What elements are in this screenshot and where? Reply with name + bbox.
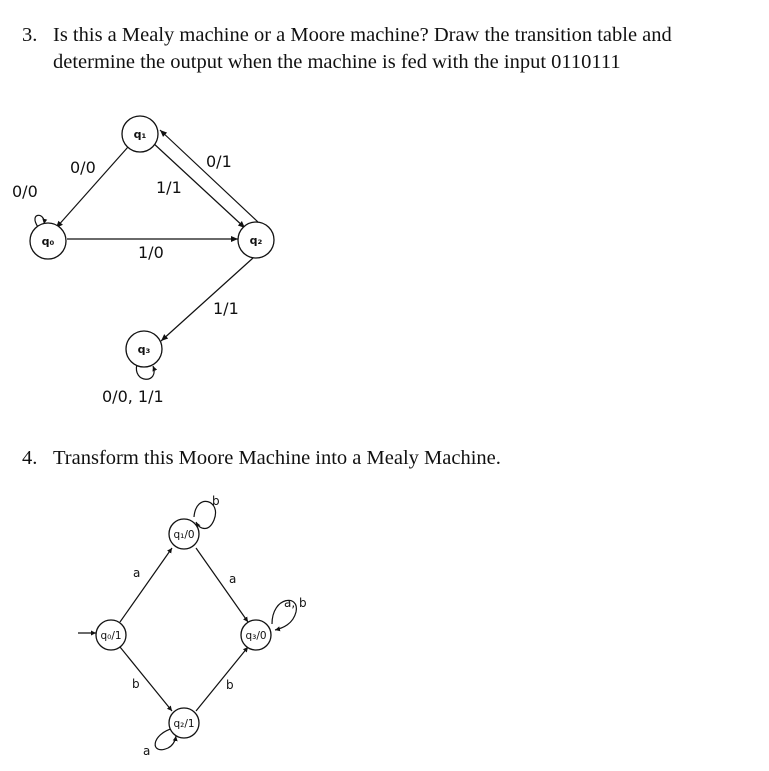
- q4-label-q2-loop: a: [143, 744, 151, 758]
- q3-label-q0-q2: 1/0: [138, 243, 164, 262]
- q3-state-q0-label: q₀: [41, 235, 55, 248]
- q3-label-q0-loop: 0/0: [12, 182, 38, 201]
- q4-title: Transform this Moore Machine into a Mealy Machine.: [53, 447, 501, 469]
- q4-label-q1-q3: a: [229, 572, 237, 586]
- q4-state-q1: [169, 519, 199, 549]
- q4-label-q0-q2: b: [132, 677, 140, 691]
- q4-state-q3: [241, 620, 271, 650]
- q4-state-q3-label: q₃/0: [245, 630, 267, 642]
- q4-label-q1-loop: b: [212, 494, 220, 508]
- q4-number: 4.: [22, 447, 38, 469]
- q4-state-q0-label: q₀/1: [100, 630, 122, 642]
- q3-edge-q2-q3: [161, 258, 253, 341]
- q4-edge-q2-q3: [196, 647, 248, 711]
- q4-state-q2-label: q₂/1: [173, 718, 195, 730]
- q3-diagram: [12, 116, 274, 406]
- q3-state-q1: [122, 116, 158, 152]
- q4-edge-q0-q1: [120, 548, 172, 622]
- q3-state-q2: [238, 222, 274, 258]
- q3-state-q3: [126, 331, 162, 367]
- q3-edge-q2-q1: [160, 130, 258, 222]
- q3-number: 3.: [22, 24, 38, 46]
- q4-state-q0: [96, 620, 126, 650]
- q3-state-q2-label: q₂: [249, 234, 263, 247]
- q4-diagram: [78, 494, 307, 758]
- q3-state-q1-label: q₁: [133, 128, 147, 141]
- q3-state-q3-label: q₃: [137, 343, 151, 356]
- q3-state-q0: [30, 223, 66, 259]
- q4-state-q2: [169, 708, 199, 738]
- q3-label-q2-q1: 0/1: [206, 152, 232, 171]
- q3-label-q1-q0: 0/0: [70, 158, 96, 177]
- q4-edge-q1-q3: [196, 548, 248, 622]
- q3-label-q1-q2: 1/1: [156, 178, 182, 197]
- q3-label-q2-q3: 1/1: [213, 299, 239, 318]
- q4-edge-q0-q2: [120, 647, 172, 711]
- q4-label-q3-loop: a, b: [284, 596, 307, 610]
- q4-state-q1-label: q₁/0: [173, 529, 195, 541]
- q4-label-q2-q3: b: [226, 678, 234, 692]
- q4-label-q0-q1: a: [133, 566, 141, 580]
- q3-text-line2: determine the output when the machine is fed with the input 0110111: [53, 51, 621, 73]
- q3-label-q3-loop: 0/0, 1/1: [102, 387, 164, 406]
- q3-text-line1: Is this a Mealy machine or a Moore machine? Draw the transition table and: [53, 24, 672, 46]
